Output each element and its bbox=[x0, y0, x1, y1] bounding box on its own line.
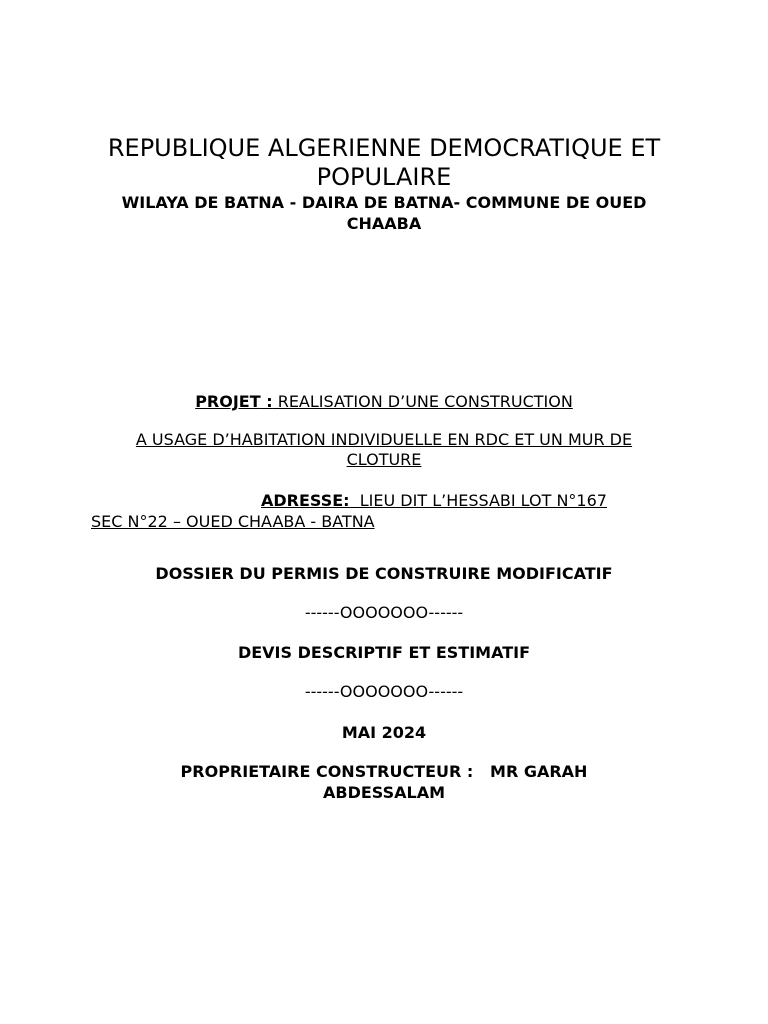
owner-line: PROPRIETAIRE CONSTRUCTEUR : MR GARAH ABDESSALAM bbox=[180, 762, 594, 802]
project-label: PROJET bbox=[195, 392, 261, 411]
document-date: MAI 2024 bbox=[341, 723, 427, 742]
republic-heading: REPUBLIQUE ALGERIENNE DEMOCRATIQUE ET POPULAIRE bbox=[107, 134, 661, 191]
address-block bbox=[91, 490, 691, 532]
separator-2: ------OOOOOOO------ bbox=[304, 682, 464, 701]
project-usage: A USAGE D’HABITATION INDIVIDUELLE EN RDC ET UN MUR DE CLOTURE bbox=[135, 430, 633, 469]
project-title: REALISATION D’UNE CONSTRUCTION bbox=[272, 392, 573, 411]
dossier-title: DOSSIER DU PERMIS DE CONSTRUIRE MODIFICATIF bbox=[155, 564, 613, 583]
address-label: ADRESSE: bbox=[261, 491, 350, 510]
address-value-1: LIEU DIT L’HESSABI LOT N°167 bbox=[349, 491, 607, 510]
separator-1: ------OOOOOOO------ bbox=[304, 603, 464, 622]
address-line-1 bbox=[91, 490, 691, 511]
wilaya-heading: WILAYA DE BATNA - DAIRA DE BATNA- COMMUNE DE OUED CHAABA bbox=[121, 193, 647, 233]
project-separator: : bbox=[260, 392, 273, 411]
address-line-2: SEC N°22 – OUED CHAABA - BATNA bbox=[91, 512, 375, 531]
project-line bbox=[84, 391, 684, 412]
devis-title: DEVIS DESCRIPTIF ET ESTIMATIF bbox=[237, 643, 531, 662]
